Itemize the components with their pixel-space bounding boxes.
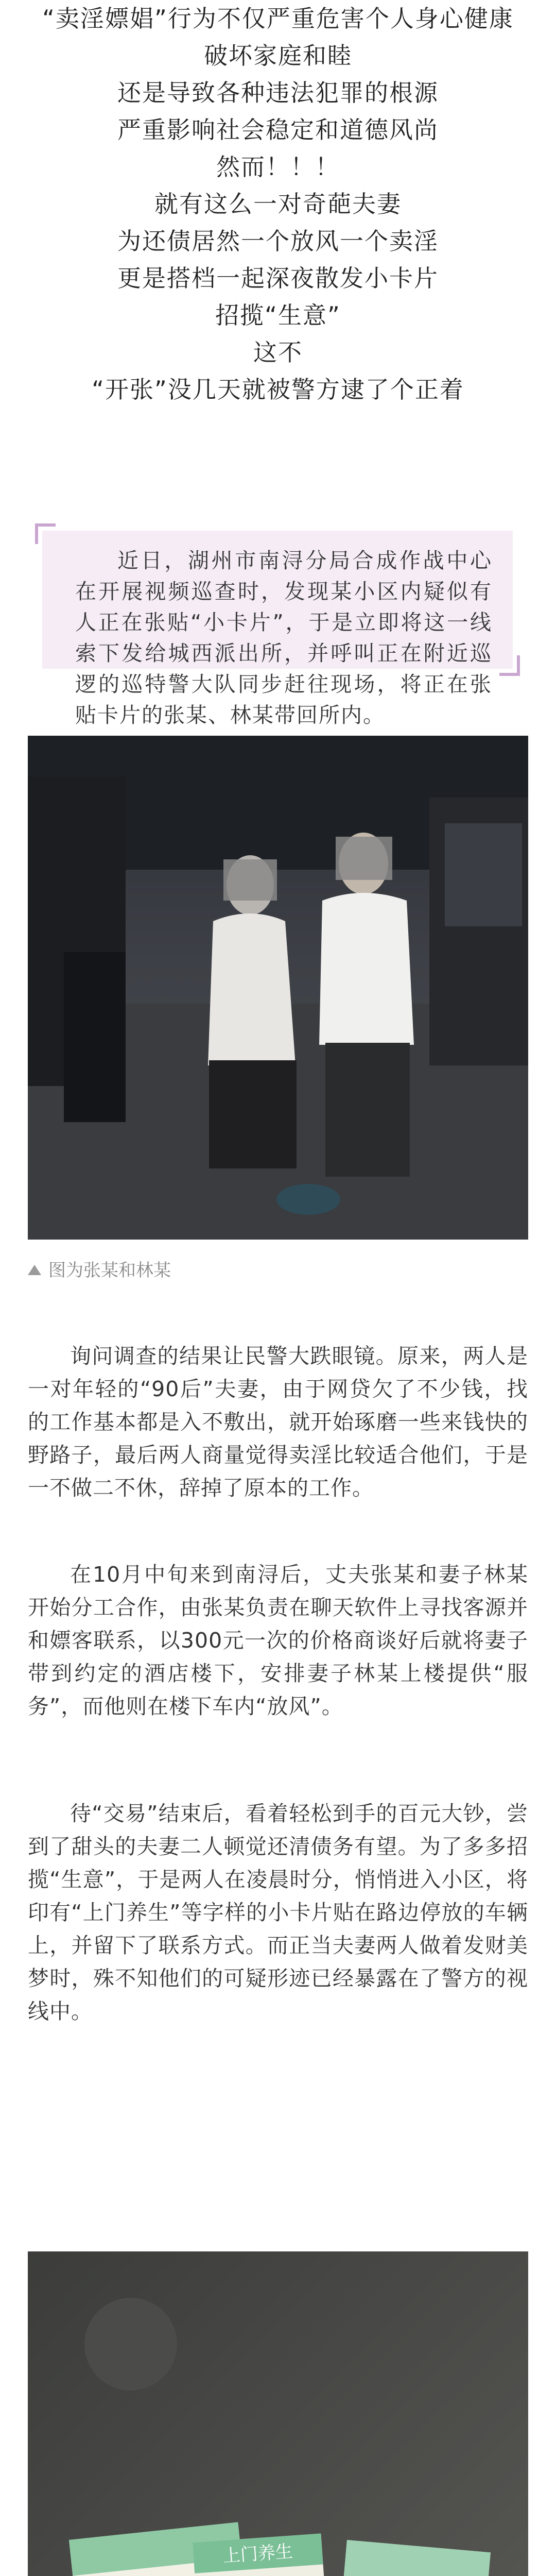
- quote-box: [42, 531, 513, 727]
- photo-cards-image: [28, 2251, 528, 2576]
- intro-line: 更是搭档一起深夜散发小卡片: [117, 264, 439, 292]
- intro-line: 就有这么一对奇葩夫妻: [154, 190, 402, 218]
- intro-line: 招揽“生意”: [215, 301, 341, 329]
- photo-zhang-lin: [28, 736, 528, 1240]
- intro-line: “卖淫嫖娼”行为不仅严重危害个人身心健康: [42, 5, 514, 32]
- body-paragraph: 询问调查的结果让民警大跌眼镜。原来，两人是一对年轻的“90后”夫妻，由于网贷欠了不少钱，找的工作基本都是入不敷出，就开始琢磨一些来钱快的野路子，最后两人商量觉得卖淫比较适合他们，于是一不做二不休，辞掉了原本的工作。: [28, 1344, 528, 1500]
- photo-cards: [28, 2251, 528, 2576]
- triangle-icon: [28, 1265, 41, 1275]
- intro-line: 为还债居然一个放风一个卖淫: [117, 227, 439, 255]
- intro-line: 这不: [253, 338, 303, 366]
- corner-decoration: [35, 523, 56, 544]
- corner-decoration: [499, 655, 520, 676]
- intro-block: [0, 0, 556, 408]
- photo-zhang-lin-image: [28, 736, 528, 1240]
- body-paragraph: 在10月中旬来到南浔后，丈夫张某和妻子林某开始分工合作，由张某负责在聊天软件上寻找客源并和嫖客联系，以300元一次的价格商谈好后就将妻子带到约定的酒店楼下，安排妻子林某上楼提供“服务”，而他则在楼下车内“放风”。: [28, 1562, 528, 1719]
- intro-line: 然而！！！: [216, 153, 340, 181]
- intro-line: 破坏家庭和睦: [204, 42, 352, 70]
- card-label: 上门养生: [222, 2541, 294, 2567]
- photo-caption: 图为张某和林某: [28, 1258, 528, 1283]
- intro-line: “开张”没几天就被警方逮了个正着: [92, 376, 464, 403]
- intro-line: 还是导致各种违法犯罪的根源: [117, 79, 439, 107]
- quote-text: 近日，湖州市南浔分局合成作战中心在开展视频巡查时，发现某小区内疑似有人正在张贴“小卡片”，于是立即将这一线索下发给城西派出所，并呼叫正在附近巡逻的巡特警大队同步赶往现场，将正在张贴卡片的张某、林某带回所内。: [75, 548, 492, 727]
- body-paragraph: 待“交易”结束后，看着轻松到手的百元大钞，尝到了甜头的夫妻二人顿觉还清债务有望。为了多多招揽“生意”，于是两人在凌晨时分，悄悄进入小区，将印有“上门养生”等字样的小卡片贴在路边停放的车辆上，并留下了联系方式。而正当夫妻两人做着发财美梦时，殊不知他们的可疑形迹已经暴露在了警方的视线中。: [28, 1801, 528, 2024]
- intro-line: 严重影响社会稳定和道德风尚: [117, 116, 439, 144]
